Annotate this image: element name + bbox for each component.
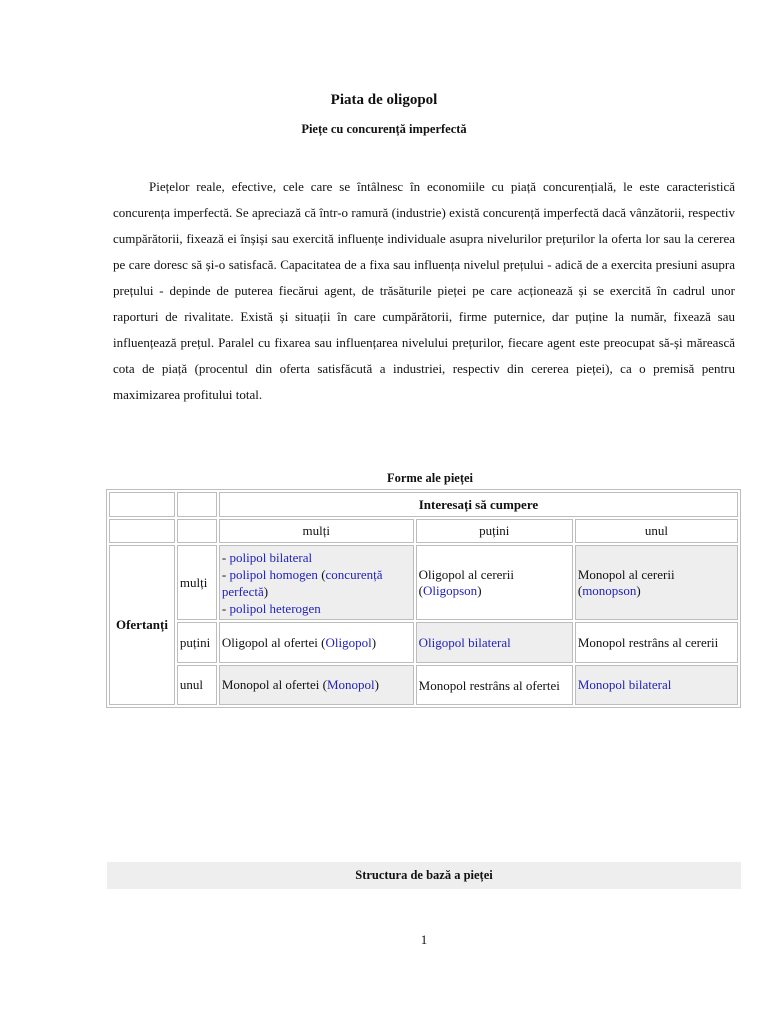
cell-text: ) [374,677,379,692]
buyers-header: Interesați să cumpere [219,492,738,517]
empty-cell [177,519,217,543]
cell-text: ) [371,634,377,650]
cell-polipol-variants [219,545,414,620]
cell-monopol-bilateral [575,665,738,705]
table-caption: Forme ale pieței [386,471,474,485]
cell-text: Monopol al ofertei ( [221,677,327,692]
row-header-unul: unul [177,665,217,705]
dash: - [221,566,230,582]
link-monopson[interactable]: monopson [582,582,637,598]
link-oligopson[interactable]: Oligopson [423,582,478,598]
cell-text: Oligopol al ofertei ( [221,634,326,650]
empty-cell [109,519,175,543]
paren-close: ) [263,583,269,599]
document-subtitle: Piețe cu concurență imperfectă [301,122,467,136]
table-row [109,622,738,663]
row-header-multi: mulți [177,545,217,620]
intro-paragraph-text: Piețelor reale, efective, cele care se întâlnesc în economiile cu piață concurențială, le este caracteristică concurența imperfectă. Se apreciază că într-o ramură (industrie) există concurență imperfectă dacă vânzătorii, respectiv cumpărătorii, fixează ei înșiși sau exercită influențe individuale asupra nivelurilor prețurilor la oferta lor sau la cererea pe care doresc să și-o satisfacă. Capacitatea de a fixa sau influența nivelul prețului - adică de a exercita presiuni asupra prețului - depinde de puterea fiecărui agent, de trăsăturile pieței pe care acționează și se exercită în cadrul unor raporturi de rivalitate. Există și situații în care cumpărătorii, firme puternice, dar puține la număr, fixează sau influențează prețul. Paralel cu fixarea sau influențarea nivelului prețurilor, fiecare agent este preocupat să-și mărească cota de piață (procentul din oferta satisfăcută a industriei, respectiv din cererea pieței), ca o premisă pentru maximizarea profitului total. [113,179,735,402]
dash: - [221,549,230,565]
link-polipol-heterogen[interactable]: polipol heterogen [229,600,321,616]
page-number: 1 [420,932,428,947]
cell-text: ) [477,582,482,598]
link-monopol[interactable]: Monopol [326,677,375,692]
cell-text: ) [636,582,641,598]
cell-oligopol-bilateral [416,622,573,663]
table-row [109,545,738,620]
cell-text: Monopol al cererii ( [577,566,675,598]
intro-paragraph [113,174,735,408]
cell-oligopol-cererii [416,545,573,620]
cell-monopol-ofertei [219,665,414,705]
section-title: Structura de bază a pieței [107,862,741,889]
table-row [109,665,738,705]
cell-monopol-restrans-ofertei: Monopol restrâns al ofertei [416,665,573,705]
empty-cell [177,492,217,517]
row-header-putini: puțini [177,622,217,663]
table-row [109,519,738,543]
column-header-multi: mulți [219,519,414,543]
link-monopol-bilateral[interactable]: Monopol bilateral [577,677,672,692]
document-title: Piata de oligopol [330,92,438,108]
link-oligopol[interactable]: Oligopol [325,634,372,650]
link-concurenta-perfecta[interactable]: concurență perfectă [221,566,383,599]
link-polipol-homogen[interactable]: polipol homogen [229,566,318,582]
cell-monopol-restrans-cererii: Monopol restrâns al cererii [575,622,738,663]
empty-cell [109,492,175,517]
table-row [109,492,738,517]
cell-oligopol-ofertei [219,622,414,663]
column-header-putini: puțini [416,519,573,543]
cell-text: Oligopol al cererii ( [418,566,514,598]
cell-monopol-cererii [575,545,738,620]
paren-open: ( [317,566,326,582]
column-header-unul: unul [575,519,738,543]
link-polipol-bilateral[interactable]: polipol bilateral [229,549,313,565]
link-oligopol-bilateral[interactable]: Oligopol bilateral [418,634,511,650]
sellers-header: Ofertanți [109,545,175,705]
market-forms-table [106,489,741,708]
dash: - [221,600,230,616]
